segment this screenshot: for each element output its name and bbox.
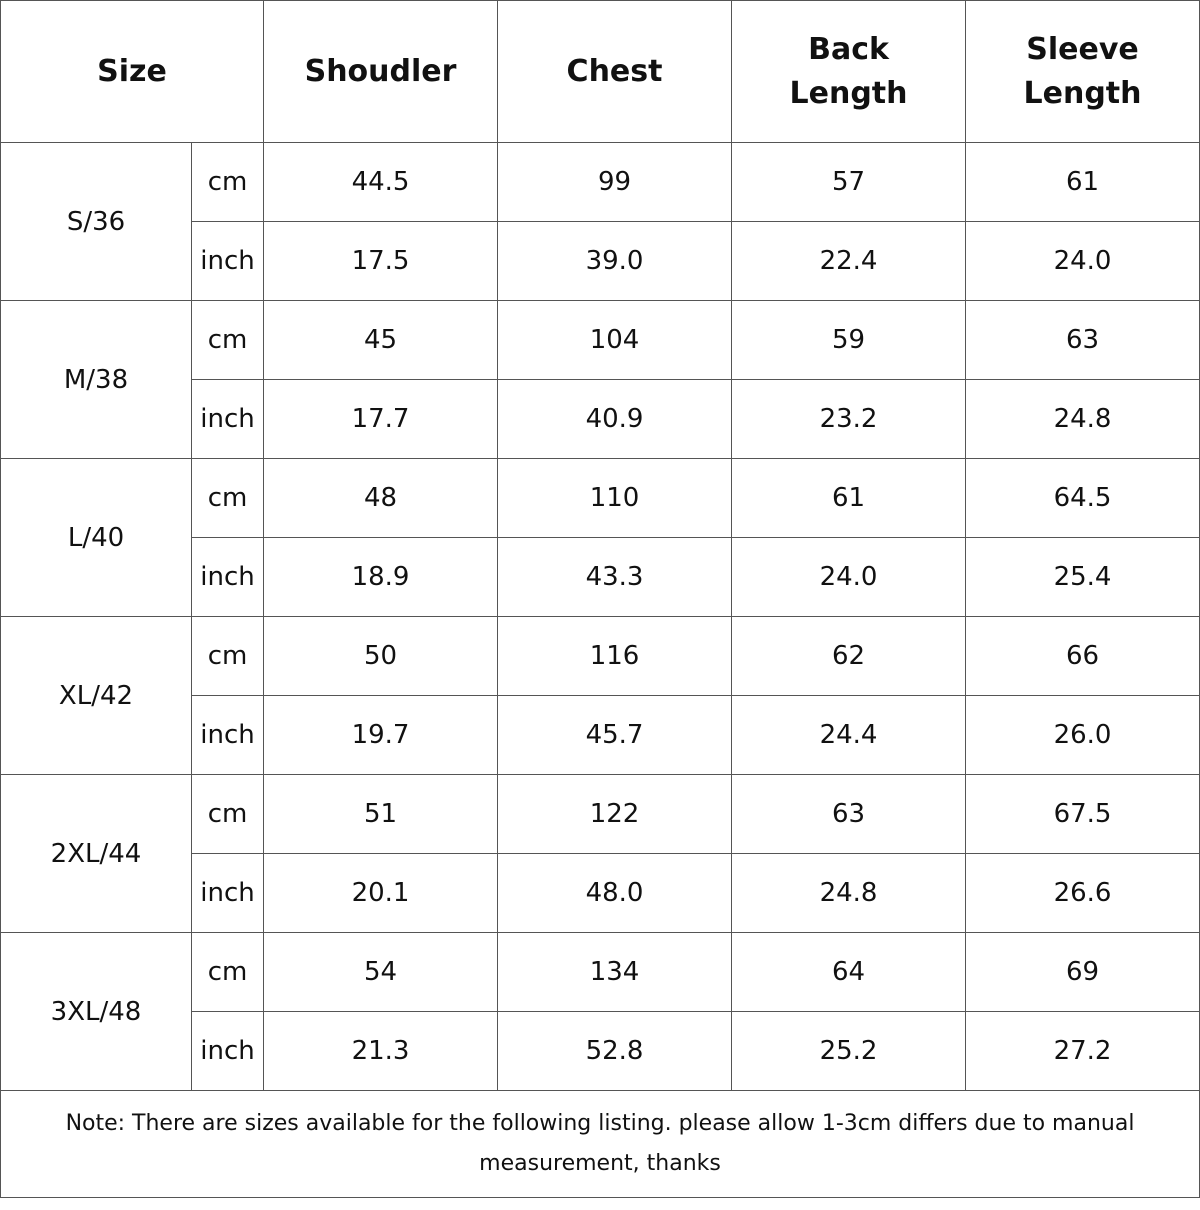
shoulder-value: 54 [264,933,498,1012]
sleeve-length-value: 26.6 [966,854,1200,933]
size-label: M/38 [1,301,192,459]
chest-value: 110 [498,459,732,538]
chest-value: 116 [498,617,732,696]
table-row [1,143,1200,222]
chest-value: 48.0 [498,854,732,933]
shoulder-value: 17.5 [264,222,498,301]
sleeve-length-value: 61 [966,143,1200,222]
unit-label: cm [192,143,264,222]
header-shoulder: Shoudler [264,1,498,143]
sleeve-length-value: 24.8 [966,380,1200,459]
unit-label: cm [192,617,264,696]
shoulder-value: 44.5 [264,143,498,222]
sleeve-length-value: 69 [966,933,1200,1012]
back-length-value: 25.2 [732,1012,966,1091]
shoulder-value: 21.3 [264,1012,498,1091]
header-back-length-line1: Back [808,32,889,67]
chest-value: 99 [498,143,732,222]
chest-value: 104 [498,301,732,380]
sleeve-length-value: 67.5 [966,775,1200,854]
note-row [1,1091,1200,1198]
note-text: Note: There are sizes available for the following listing. please allow 1-3cm differs due to manual measurement, thanks [1,1091,1200,1198]
size-label: XL/42 [1,617,192,775]
size-label: S/36 [1,143,192,301]
size-label: 3XL/48 [1,933,192,1091]
table-row [1,933,1200,1012]
back-length-value: 64 [732,933,966,1012]
table-row [1,617,1200,696]
shoulder-value: 50 [264,617,498,696]
size-label: L/40 [1,459,192,617]
chest-value: 134 [498,933,732,1012]
header-sleeve-length-line1: Sleeve [1026,32,1139,67]
shoulder-value: 19.7 [264,696,498,775]
chest-value: 52.8 [498,1012,732,1091]
header-chest: Chest [498,1,732,143]
header-back-length [732,1,966,143]
sleeve-length-value: 26.0 [966,696,1200,775]
back-length-value: 24.0 [732,538,966,617]
back-length-value: 62 [732,617,966,696]
unit-label: inch [192,1012,264,1091]
back-length-value: 61 [732,459,966,538]
shoulder-value: 17.7 [264,380,498,459]
header-back-length-line2: Length [789,75,908,111]
unit-label: inch [192,538,264,617]
shoulder-value: 51 [264,775,498,854]
chest-value: 122 [498,775,732,854]
sleeve-length-value: 24.0 [966,222,1200,301]
back-length-value: 57 [732,143,966,222]
back-length-value: 24.4 [732,696,966,775]
unit-label: inch [192,222,264,301]
table-row [1,301,1200,380]
unit-label: inch [192,696,264,775]
back-length-value: 24.8 [732,854,966,933]
unit-label: cm [192,301,264,380]
unit-label: cm [192,933,264,1012]
sleeve-length-value: 27.2 [966,1012,1200,1091]
unit-label: inch [192,854,264,933]
shoulder-value: 20.1 [264,854,498,933]
back-length-value: 59 [732,301,966,380]
table-row [1,459,1200,538]
back-length-value: 23.2 [732,380,966,459]
table-row [1,775,1200,854]
sleeve-length-value: 63 [966,301,1200,380]
chest-value: 45.7 [498,696,732,775]
sleeve-length-value: 66 [966,617,1200,696]
chest-value: 40.9 [498,380,732,459]
header-sleeve-length-line2: Length [1023,75,1142,111]
header-sleeve-length [966,1,1200,143]
header-row [1,1,1200,143]
header-size: Size [1,1,264,143]
unit-label: cm [192,775,264,854]
chest-value: 43.3 [498,538,732,617]
size-label: 2XL/44 [1,775,192,933]
unit-label: inch [192,380,264,459]
shoulder-value: 45 [264,301,498,380]
sleeve-length-value: 64.5 [966,459,1200,538]
shoulder-value: 18.9 [264,538,498,617]
chest-value: 39.0 [498,222,732,301]
back-length-value: 63 [732,775,966,854]
back-length-value: 22.4 [732,222,966,301]
shoulder-value: 48 [264,459,498,538]
sleeve-length-value: 25.4 [966,538,1200,617]
unit-label: cm [192,459,264,538]
